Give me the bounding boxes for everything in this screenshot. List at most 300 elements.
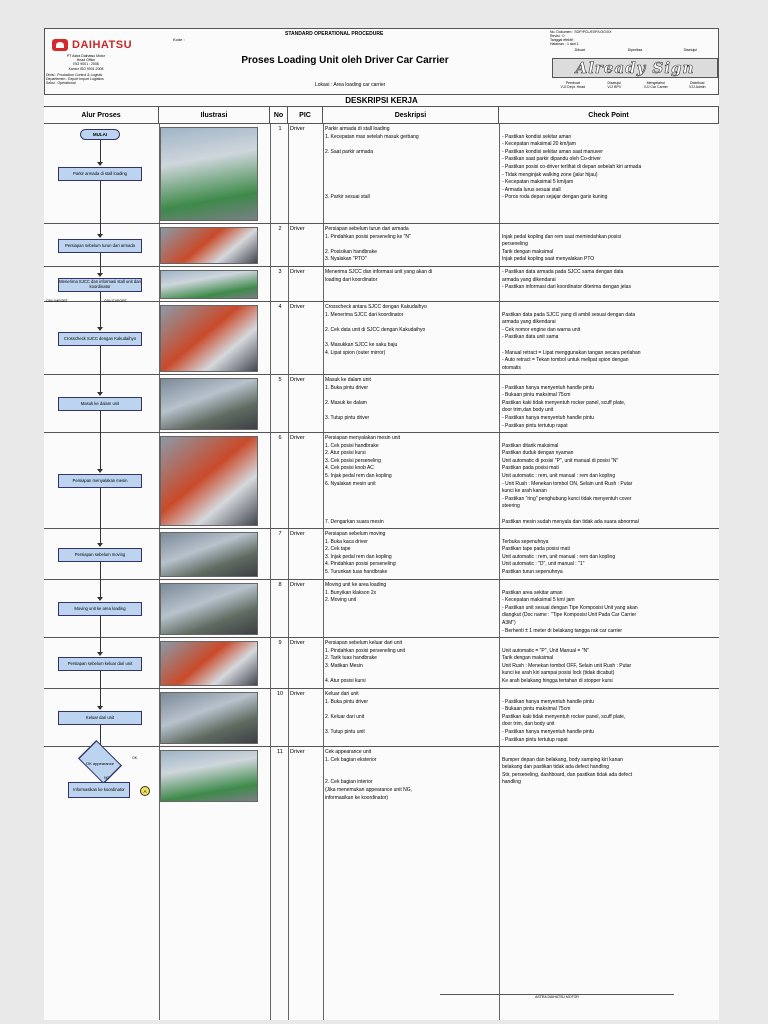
step-pic: Driver [290, 377, 305, 383]
decision-yes-label: OK [132, 756, 138, 760]
checkpoint-line: Unit automatic : "D", unit manual : "1" [502, 561, 585, 568]
checkpoint-line: - Berhenti ± 1 meter di belakang tangga rak car carrier [502, 627, 623, 634]
checkpoint-line: - Pastikan "ring" penghubung kunci tidak menyentuh cover [502, 495, 632, 502]
company-line: Head Office [76, 58, 96, 63]
doc-info-label: Revisi [550, 34, 560, 38]
illustration-photo [160, 436, 258, 526]
description-line: 3. Masukkan SJCC ke saku baju [325, 342, 398, 348]
checkpoint-line: Unit automatic : rem, unit manual : rem dan kopling [502, 473, 616, 479]
approval-headings [552, 48, 718, 52]
branch-label-import: CBU IMPORT [46, 299, 68, 303]
description-line [325, 407, 497, 414]
description-line: 1. Menerima SJCC dari koordinator [325, 311, 404, 318]
approval-role [677, 81, 719, 89]
company-logo [46, 35, 170, 75]
doc-info-label: Halaman [550, 42, 565, 46]
step-pic: Driver [290, 749, 305, 755]
checkpoint-line [502, 435, 717, 442]
checkpoint-line: kunci ke arah kiri sampai posisi lock (tidak dicabut) [502, 670, 615, 677]
location-label: Lokasi : Area loading car carrier [315, 82, 386, 88]
step-number: 4 [278, 304, 282, 310]
doc-info-row: Halaman : 1 dari 1 [550, 42, 579, 46]
already-sign-stamp: Already Sign [552, 58, 718, 78]
checkpoint-line: Unit automatic = "P", Unit Manual = "N" [502, 647, 589, 654]
description-line [325, 357, 497, 364]
step-row [44, 637, 719, 688]
org-info-row: Divisi : Production Control & Logistic [46, 73, 103, 77]
checkpoint-line: Unit Rush : Menekan tombol OFF, Selain unit Rush : Putar [502, 662, 632, 669]
flow-start: MULAI [80, 129, 120, 140]
flow-arrow-icon [97, 234, 103, 238]
flow-process-box: Masuk ke dalam unit [58, 397, 142, 411]
illustration-photo [160, 750, 258, 802]
approval-role-label: Pembuat [565, 81, 580, 85]
description-line: (Jika menemukan appearance unit NG, [325, 787, 412, 793]
flow-arrow-icon [97, 706, 103, 710]
flow-process-box: Persiapan menyalakan mesin [58, 474, 142, 488]
checkpoint-line: Pastikan pada posisi mati [502, 465, 559, 472]
flow-connector-line [100, 487, 101, 543]
document-info [550, 30, 718, 46]
description-line: 1. Pindahkan posisi perseneling unit [325, 647, 406, 654]
step-pic: Driver [290, 304, 305, 310]
step-row [44, 223, 719, 266]
illustration-photo [160, 270, 258, 299]
description-line: 4. Cek posisi knob AC [325, 465, 374, 472]
description-line: 2. Masuk ke dalam [325, 399, 367, 406]
org-info-value: Production Control & Logistic [57, 73, 103, 77]
checkpoint-line: kunci ke arah kanan [502, 488, 547, 495]
checkpoint-line: Tarik dengan maksimal [502, 248, 554, 255]
step-number: 10 [276, 691, 284, 697]
checkpoint-line: Injak pedal kopling dan rem saat memindahkan posisi [502, 233, 621, 240]
illustration-photo [160, 227, 258, 264]
description-line: 4. Atur posisi kursi [325, 678, 366, 684]
flow-process-box: Persiapan sebelum keluar dari unit [58, 657, 142, 671]
step-row [44, 528, 719, 579]
description-line: 3. Nyalakan "PTO" [325, 256, 367, 263]
description-line [325, 187, 497, 194]
approval-role [594, 81, 636, 89]
description-line: Persiapan sebelum keluar dari unit [325, 640, 402, 646]
decision-label: OK appearance [85, 761, 115, 766]
checkpoint-line: steering [502, 503, 520, 510]
illustration-photo [160, 532, 258, 577]
checkpoint-line: - Pastikan pintu tertutup rapat [502, 422, 568, 429]
description-line: 2. Posisikan handbrake [325, 248, 377, 255]
checkpoint-line [502, 226, 717, 233]
checkpoint-line: armada yang dikendarai [502, 319, 556, 326]
description-line: 1. Pindahkan posisi perseneling ke "N" [325, 233, 411, 240]
approval-role-label: Mengetahui [646, 81, 665, 85]
description-line: Moving unit ke area loading [325, 582, 387, 588]
description-line: 4. Lipat spion (outer mirror) [325, 349, 386, 356]
description-line: 4. Pindahkan posisi perseneling [325, 561, 396, 568]
flow-process-box: Moving unit ke area loading [58, 602, 142, 616]
description-line: Cek appearance unit [325, 749, 372, 755]
checkpoint-line: - Pastikan hanya menyentuh handle pintu [502, 384, 595, 391]
checkpoint-line: Pastikan kaki tidak menyentuh rocker panel, scuff plate, [502, 399, 626, 406]
description-line [325, 620, 497, 627]
step-number: 1 [278, 126, 282, 132]
checkpoint-line: Injak pedal kopling saat menyalakan PTO [502, 256, 595, 263]
checkpoint-line: Tarik dengan maksimal [502, 655, 554, 662]
step-row [44, 266, 719, 301]
org-info-row: Departemen : Export Import Logistics [46, 77, 104, 81]
description-line: 2. Moving unit [325, 597, 357, 604]
branch-label-export: CBU EXPORT [104, 299, 127, 303]
doc-info-value: 1 dari 1 [566, 42, 579, 46]
approval-roles [552, 81, 718, 89]
description-line: 3. Matikan Mesin [325, 662, 363, 669]
company-line: PT Astra Daihatsu Motor [66, 54, 106, 58]
kode-label: Kode : [173, 37, 185, 42]
checkpoint-line: Unit automatic di posisi "P", unit manual di posisi "N" [502, 457, 619, 464]
procedure-title: Proses Loading Unit oleh Driver Car Carrier [241, 55, 449, 66]
sop-title: STANDARD OPERATIONAL PROCEDURE [285, 31, 384, 37]
flow-connector-line [100, 561, 101, 597]
illustration-photo [160, 305, 258, 372]
org-info-label: Departemen [46, 77, 66, 81]
description-line [325, 628, 497, 635]
description-line: 2. Tarik tuas handbrake [325, 655, 377, 662]
step-number: 8 [278, 582, 282, 588]
description-line [325, 511, 497, 518]
description-line: loading dari koordinator [325, 276, 378, 283]
description-line: 5. Injak pedal rem dan kopling [325, 473, 392, 479]
checkpoint-line: - Bukaan pintu maksimal 75cm [502, 392, 571, 399]
checkpoint-line [502, 342, 717, 349]
approval-role-label: Disetujui [607, 81, 621, 85]
daihatsu-logo-icon [52, 39, 68, 51]
flow-connector-line [100, 345, 101, 392]
checkpoint-line [502, 377, 717, 384]
description-line [325, 392, 497, 399]
description-line [325, 141, 497, 148]
flow-process-box: Keluar dari unit [58, 711, 142, 725]
description-line: Persiapan sebelum turun dari armada [325, 226, 409, 232]
doc-info-row: No. Dokumen : SOP/PCL/EXP/LOG/XX [550, 30, 612, 34]
checkpoint-line: handling [502, 779, 521, 786]
description-line: 6. Nyalakan mesin unit [325, 480, 376, 487]
doc-info-row: Revisi : 0 [550, 34, 565, 38]
description-line: Keluar dari unit [325, 691, 359, 697]
step-row [44, 301, 719, 374]
decision-no-label: NG [104, 776, 110, 780]
checkpoint-line [502, 691, 717, 698]
description-line: 2. Cek bagian interior [325, 779, 373, 786]
checkpoint-line [502, 511, 717, 518]
step-pic: Driver [290, 226, 305, 232]
illustration-photo [160, 127, 258, 221]
company-line: Kantor ISO 9001:2008 [68, 66, 104, 71]
description-line: Masuk ke dalam unit [325, 377, 371, 383]
step-number: 9 [278, 640, 282, 646]
step-row [44, 123, 719, 223]
illustration-photo [160, 378, 258, 430]
description-line: 1. Buka pintu driver [325, 384, 369, 391]
step-number: 6 [278, 435, 282, 441]
description-line [325, 172, 497, 179]
checkpoint-line: - Bukaan pintu maksimal 75cm [502, 706, 571, 713]
description-line: 1. Buka kaca driver [325, 538, 368, 545]
description-line [325, 423, 497, 430]
flow-arrow-icon [97, 327, 103, 331]
description-line: Persiapan menyalakan mesin unit [325, 435, 401, 441]
description-line: 1. Bunyikan klakson 2x [325, 589, 377, 596]
checkpoint-line: perseneling [502, 241, 528, 248]
checkpoint-line: Ke arah belakang hingga tertahan di stopper kursi [502, 678, 613, 684]
description-line [325, 721, 497, 728]
step-number: 5 [278, 377, 282, 383]
org-info-value: Export Import Logistics [68, 77, 104, 81]
description-line [325, 241, 497, 248]
checkpoint-line: Terbuka sepenuhnya [502, 538, 549, 545]
checkpoint-line: - Pastikan posisi co-driver terlihat di depan sebelah kiri armada [502, 164, 642, 170]
description-line [325, 284, 497, 291]
description-line [325, 503, 497, 510]
description-line: 3. Parkir sesuai stall [325, 194, 370, 201]
description-line [325, 292, 497, 299]
flow-connector-line [100, 615, 101, 652]
step-number: 2 [278, 226, 282, 232]
description-line [325, 772, 497, 779]
checkpoint-line: diangkut (Doc name : "Tipe Komposisi Unit Pada Car Carrier [502, 612, 637, 619]
checkpoint-line: - Armada lurus sesuai stall [502, 186, 561, 193]
approval-role-name: VJJ Dept. Head [560, 85, 585, 89]
step-pic: Driver [290, 640, 305, 646]
description-line: Menerima SJCC dan informasi unit yang akan di [325, 269, 433, 275]
flow-connector-a: A [140, 786, 150, 796]
checkpoint-line: - Pastikan hanya menyentuh handle pintu [502, 698, 595, 705]
description-line [325, 496, 497, 503]
checkpoint-line: - Pastikan hanya menyentuh handle pintu [502, 415, 595, 421]
flow-process-box: Crosscheck SJCC dengan Kakudaihyo [58, 332, 142, 346]
checkpoint-line: Pastikan area sekitar aman [502, 589, 563, 596]
description-line [325, 764, 497, 771]
checkpoint-line: - Kecepatan maksimal 20 km/jam [502, 141, 576, 148]
checkpoint-line: - Poros roda depan sejajar dengan garis kuning [502, 194, 608, 201]
checkpoint-line [502, 126, 717, 133]
description-line [325, 202, 497, 209]
checkpoint-line [502, 582, 717, 589]
checkpoint-line: Pastikan tape pada posisi mati [502, 546, 570, 553]
step-pic: Driver [290, 435, 305, 441]
step-row [44, 688, 719, 746]
column-headers [44, 107, 719, 124]
description-line [325, 164, 497, 171]
description-line: 7. Dengarkan suara mesin [325, 518, 384, 525]
flow-connector-line [100, 291, 101, 327]
company-info [56, 54, 116, 71]
illustration-photo [160, 583, 258, 635]
checkpoint-line: - Pastikan data unit sama [502, 334, 559, 341]
approval-role-name: VJJ BPV [607, 85, 622, 89]
description-line [325, 706, 497, 713]
checkpoint-line: - Pastikan unit sesuai dengan Tipe Komposisi Unit yang akan [502, 604, 638, 611]
footer-text: ASTRA DAIHATSU MOTOR [440, 994, 674, 1001]
checkpoint-line: Stir, perseneling, dashboard, dan pastikan tidak ada defect [502, 771, 633, 778]
description-line: 2. Cek tape [325, 546, 351, 553]
description-line: 3. Cek posisi perseneling [325, 457, 381, 464]
checkpoint-line: belakang dan pastikan tidak ada defect handling [502, 764, 610, 771]
flow-arrow-icon [97, 652, 103, 656]
step-number: 3 [278, 269, 282, 275]
doc-info-value: SOP/PCL/EXP/LOG/XX [574, 30, 612, 34]
checkpoint-line: otomatis [502, 364, 521, 371]
step-number: 11 [277, 749, 283, 755]
approval-heading: Dibuat [574, 48, 585, 52]
description-line: Persiapan sebelum moving [325, 531, 386, 537]
company-line: ISO 9001 : 2008 [73, 62, 99, 67]
flow-process-box: Informasikan ke koordinator [68, 782, 130, 798]
checkpoint-line: A3M") [502, 620, 516, 626]
checkpoint-line: - Pastikan data armada pada SJCC sama dengan data [502, 269, 624, 275]
checkpoint-line: door trim,dan body unit [502, 407, 554, 414]
description-line [325, 612, 497, 619]
checkpoint-line [502, 640, 717, 647]
flow-arrow-icon [97, 597, 103, 601]
flow-arrow-icon [97, 273, 103, 277]
checkpoint-line: - Pastikan kondisi sekitar aman saat manuver [502, 148, 603, 155]
checkpoint-line: - Pastikan informasi dari koordinator diterima dengan jelas [502, 284, 631, 291]
checkpoint-line: Unit automatic : rem, unit manual : rem dan kopling [502, 553, 616, 560]
checkpoint-line: Pastikan data pada SJCC yang di ambil sesuai dengan data [502, 311, 636, 318]
description-line [325, 737, 497, 744]
description-line: 1. Cek posisi handbrake [325, 442, 379, 449]
approval-heading: Disetujui [683, 48, 698, 52]
checkpoint-line [502, 795, 717, 802]
checkpoint-line: - Tidak menginjak walking zone (jalur hijau) [502, 171, 598, 178]
description-line [325, 334, 497, 341]
checkpoint-line: - Kecepatan maksimal 5 km/ jam [502, 597, 575, 604]
checkpoint-line: - Cek nomor engine dan warna unit [502, 326, 581, 333]
description-line: 2. Cek data unit di SJCC dengan Kakudaihyo [325, 326, 426, 333]
approval-role-label: Distribusi [690, 81, 705, 85]
step-pic: Driver [290, 126, 305, 132]
flow-arrow-icon [97, 543, 103, 547]
description-line: 3. Injak pedal rem dan kopling [325, 553, 392, 560]
checkpoint-line: - Pastikan hanya menyentuh handle pintu [502, 729, 595, 735]
checkpoint-line: - Unit Rush : Menekan tombol ON, Selain unit Rush : Putar [502, 480, 633, 487]
column-header: PIC [288, 107, 323, 123]
checkpoint-line: Pastikan ditarik maksimal [502, 442, 559, 449]
description-line [325, 365, 497, 372]
doc-info-value: 0 [562, 34, 565, 38]
checkpoint-line: - Pastikan saat parkir dipandu oleh Co-driver [502, 156, 601, 163]
checkpoint-line: Pastikan turun sepenuhnya [502, 569, 563, 575]
step-row [44, 374, 719, 432]
flow-arrow-icon [97, 469, 103, 473]
step-row [44, 579, 719, 637]
doc-info-row: Tanggal efektif : [550, 38, 575, 42]
description-line: 5. Turunkan tuas handbrake [325, 569, 388, 575]
approval-role-name: VJJ Car Carrier [643, 85, 668, 89]
description-line: Crosscheck antara SJCC dengan Kakudaihyo [325, 304, 427, 310]
checkpoint-line: - Pastikan pintu tertutup rapat [502, 736, 568, 743]
checkpoint-line: Pastikan kaki tidak menyentuh rocker panel, scuff plate, [502, 713, 626, 720]
checkpoint-line [502, 787, 717, 794]
step-row [44, 432, 719, 528]
checkpoint-line: door trim, dan body unit [502, 721, 555, 728]
illustration-photo [160, 641, 258, 686]
checkpoint-line: Bumper depan dan belakang, body samping kiri kanan [502, 756, 623, 763]
description-line: informasikan ke koordinator) [325, 794, 389, 801]
brand-name: DAIHATSU [72, 39, 133, 51]
checkpoint-line [502, 531, 717, 538]
org-info-row: Seksi : Operational [46, 81, 76, 85]
step-pic: Driver [290, 531, 305, 537]
org-info-label: Seksi [46, 81, 55, 85]
approval-role [635, 81, 677, 89]
flow-connector-line [100, 670, 101, 706]
description-line: 3. Tutup pintu unit [325, 729, 365, 735]
step-pic: Driver [290, 269, 305, 275]
checkpoint-line: Pastikan duduk dengan nyaman [502, 450, 574, 457]
checkpoint-line: - Pastikan kondisi sekitar aman [502, 133, 572, 140]
org-info-value: Operational [57, 81, 76, 85]
flow-process-box: Menerima SJCC dan informasi stall unit dari koordinator [58, 278, 142, 292]
column-header: Alur Proses [44, 107, 159, 123]
description-line: 1. Cek bagian eksterior [325, 756, 377, 763]
description-line: 2. Saat parkir armada [325, 148, 374, 155]
checkpoint-line: - Auto retract = Tekan tombol untuk melipat spion dengan [502, 357, 629, 364]
step-pic: Driver [290, 691, 305, 697]
description-line [325, 670, 497, 677]
work-description-table [44, 123, 719, 1020]
checkpoint-line: Pastikan mesin sudah menyala dan tidak ada suara abnormal [502, 518, 639, 525]
description-line: 3. Tutup pintu driver [325, 415, 370, 421]
flow-connector-line [100, 252, 101, 273]
flow-connector-line [100, 140, 101, 162]
flow-process-box: Persiapan sebelum moving [58, 548, 142, 562]
approval-heading: Diperiksa [627, 48, 643, 52]
description-line: 2. Keluar dari unit [325, 713, 365, 720]
description-line: Parkir armada di stall loading [325, 126, 390, 132]
description-line [325, 179, 497, 186]
approval-role [552, 81, 594, 89]
description-line: 2. Atur posisi kursi [325, 450, 366, 457]
column-header: Ilustrasi [159, 107, 270, 123]
org-info-label: Divisi [46, 73, 55, 77]
doc-info-label: No. Dokumen [550, 30, 572, 34]
description-line: 1. Kecepatan max setelah masuk gerbang [325, 133, 419, 140]
description-line [325, 319, 497, 326]
description-line [325, 156, 497, 163]
checkpoint-line: - Kecepatan maksimal 5 km/jam [502, 179, 574, 186]
checkpoint-line [502, 304, 717, 311]
flow-connector-line [100, 180, 101, 234]
document-header [44, 28, 719, 95]
column-header: No [270, 107, 288, 123]
flow-arrow-icon [97, 162, 103, 166]
checkpoint-line [502, 749, 717, 756]
column-header: Deskripsi [323, 107, 499, 123]
flow-connector-line [100, 410, 101, 469]
org-info [46, 73, 171, 85]
checkpoint-line: - Manual retract = Lipat menggunakan tangan secara perlahan [502, 349, 641, 356]
flow-process-box: Persiapan sebelum turun dari armada [58, 239, 142, 253]
sop-sheet [44, 28, 719, 1020]
flow-decision [75, 756, 125, 774]
flow-process-box: Parkir armada di stall loading [58, 167, 142, 181]
description-line [325, 605, 497, 612]
description-line [325, 488, 497, 495]
checkpoint-line [502, 202, 717, 209]
approval-role-name: VJJ Admin [688, 85, 706, 89]
flow-arrow-icon [97, 392, 103, 396]
illustration-photo [160, 692, 258, 744]
